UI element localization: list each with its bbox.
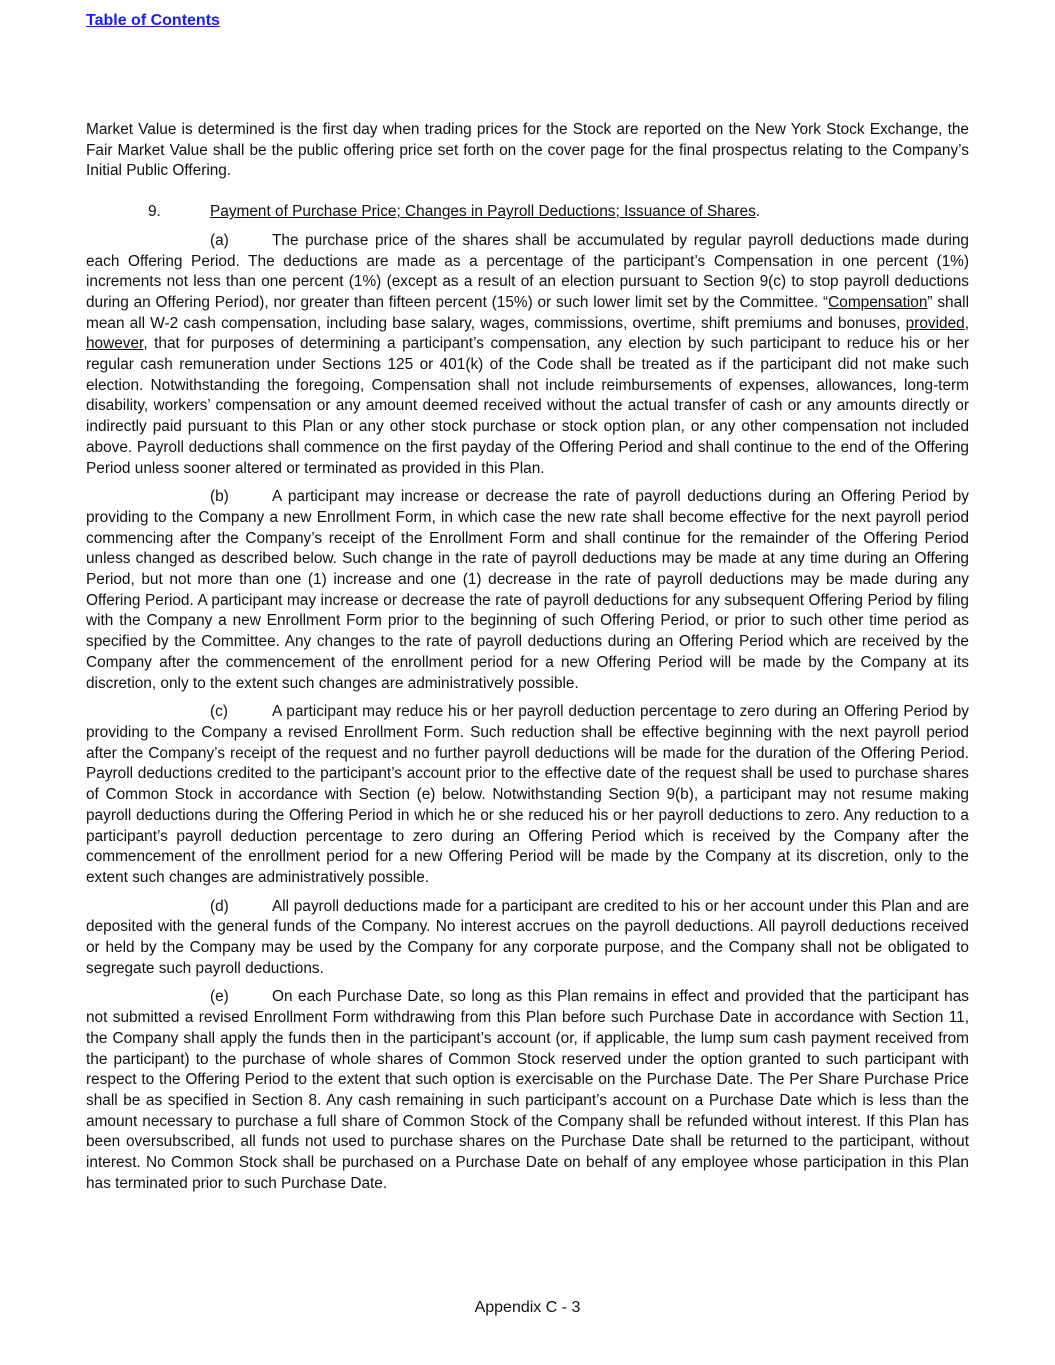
paragraph-a-text-1: The purchase price of the shares shall be accumulated by regular payroll deductions made during each Offering Period. The deductions are made as a percentage of the participant’s Compensation in one percent (1%) increments not less than one percent (1%) (except as a result of an election pursuant to Section 9(c) to stop payroll deductions during an Offering Period), nor greater than fifteen percent (15%) or such lower limit set by the Committee. “ (86, 231, 969, 311)
section-number: 9. (148, 203, 161, 221)
paragraph-d (86, 897, 969, 980)
paragraph-c-label: (c) (210, 703, 228, 721)
paragraph-a-label: (a) (210, 231, 229, 249)
paragraph-e-label: (e) (210, 988, 229, 1006)
paragraph-d-text: All payroll deductions made for a participant are credited to his or her account under this Plan and are deposited with the general funds of the Company. No interest accrues on the payroll deductions. All payroll deductions received or held by the Company may be used by the Company for any corporate purpose, and the Company shall not be obligated to segregate such payroll deductions. (86, 897, 969, 977)
paragraph-d-label: (d) (210, 897, 229, 915)
section-heading (86, 202, 969, 223)
paragraph-c-text: A participant may reduce his or her payroll deduction percentage to zero during an Offering Period by providing to the Company a revised Enrollment Form. Such reduction shall be effective beginning with the next payroll period after the Company’s receipt of the request and no further payroll deductions will be made for the duration of the Offering Period. Payroll deductions credited to the participant’s account prior to the effective date of the request shall be used to purchase shares of Common Stock in accordance with Section (e) below. Notwithstanding Section 9(b), a participant may not resume making payroll deductions during the Offering Period in which he or she reduced his or her payroll deductions to zero. Any reduction to a participant’s payroll deduction percentage to zero during an Offering Period which is received by the Company after the commencement of the enrollment period for a new Offering Period will be made by the Company at its discretion, only to the extent such changes are administratively possible. (86, 703, 969, 886)
section-title-end: . (755, 203, 761, 221)
page-footer: Appendix C - 3 (474, 1299, 581, 1316)
paragraph-e (86, 987, 969, 1194)
however-term: however (86, 335, 144, 353)
paragraph-b-text: A participant may increase or decrease the rate of payroll deductions during an Offering Period by providing to the Company a new Enrollment Form, in which case the new rate shall become effective for the next payroll period commencing after the Company’s receipt of the Enrollment Form and shall continue for the remainder of the Offering Period unless changed as described below. Such change in the rate of payroll deductions may be made at any time during an Offering Period, but not more than one (1) increase and one (1) decrease in the rate of payroll deductions may be made during any Offering Period. A participant may increase or decrease the rate of payroll deductions for any subsequent Offering Period by filing with the Company a new Enrollment Form prior to the beginning of such Offering Period, or prior to such other time period as specified by the Committee. Any changes to the rate of payroll deductions during an Offering Period which are received by the Company after the commencement of the enrollment period for a new Offering Period will be made by the Company at its discretion, only to the extent such changes are administratively possible. (86, 488, 969, 692)
paragraph-a-text-3: , that for purposes of determining a participant’s compensation, any election by such participant to reduce his or her regular cash remuneration under Sections 125 or 401(k) of the Code shall be treated as if the participant did not make such election. Notwithstanding the foregoing, Compensation shall not include reimbursements of expenses, allowances, long-term disability, workers’ compensation or any amount deemed received without the actual transfer of cash or any amounts directly or indirectly paid pursuant to this Plan or any other stock purchase or stock option plan, or any other compensation not included above. Payroll deductions shall commence on the first payday of the Offering Period and shall continue to the end of the Offering Period unless sooner altered or terminated as provided in this Plan. (86, 335, 969, 477)
paragraph-b-label: (b) (210, 488, 229, 506)
paragraph-e-text: On each Purchase Date, so long as this Plan remains in effect and provided that the participant has not submitted a revised Enrollment Form withdrawing from this Plan before such Purchase Date in accordance with Section 11, the Company shall apply the funds then in the participant’s account (or, if applicable, the lump sum cash payment received from the participant) to the purchase of whole shares of Common Stock reserved under the option granted to such participant with respect to the Offering Period to the extent that such option is exercisable on the Purchase Date. The Per Share Purchase Price shall be as specified in Section 8. Any cash remaining in such participant’s account on a Purchase Date which is less than the amount necessary to purchase a full share of Common Stock of the Company shall be refunded without interest. If this Plan has been oversubscribed, all funds not used to purchase shares on the Purchase Date shall be returned to the participant, without interest. No Common Stock shall be purchased on a Purchase Date on behalf of any employee whose participation in this Plan has terminated prior to such Purchase Date. (86, 988, 969, 1192)
intro-paragraph: Market Value is determined is the first day when trading prices for the Stock are reported on the New York Stock Exchange, the Fair Market Value shall be the public offering price set forth on the cover page for the final prospectus relating to the Company’s Initial Public Offering. (86, 121, 969, 180)
document-body (86, 120, 969, 1194)
paragraph-b (86, 487, 969, 694)
paragraph-c (86, 702, 969, 888)
paragraph-a-comma: , (964, 314, 969, 332)
paragraph-a (86, 231, 969, 479)
section-title: Payment of Purchase Price; Changes in Payroll Deductions; Issuance of Shares (210, 203, 756, 221)
compensation-term: Compensation (828, 293, 928, 311)
provided-term: provided (905, 314, 965, 332)
table-of-contents-link[interactable]: Table of Contents (86, 12, 220, 29)
paragraph-a-text-2: ” shall mean all W-2 cash compensation, including base salary, wages, commissions, overtime, shift premiums and bonuses, (86, 293, 969, 332)
